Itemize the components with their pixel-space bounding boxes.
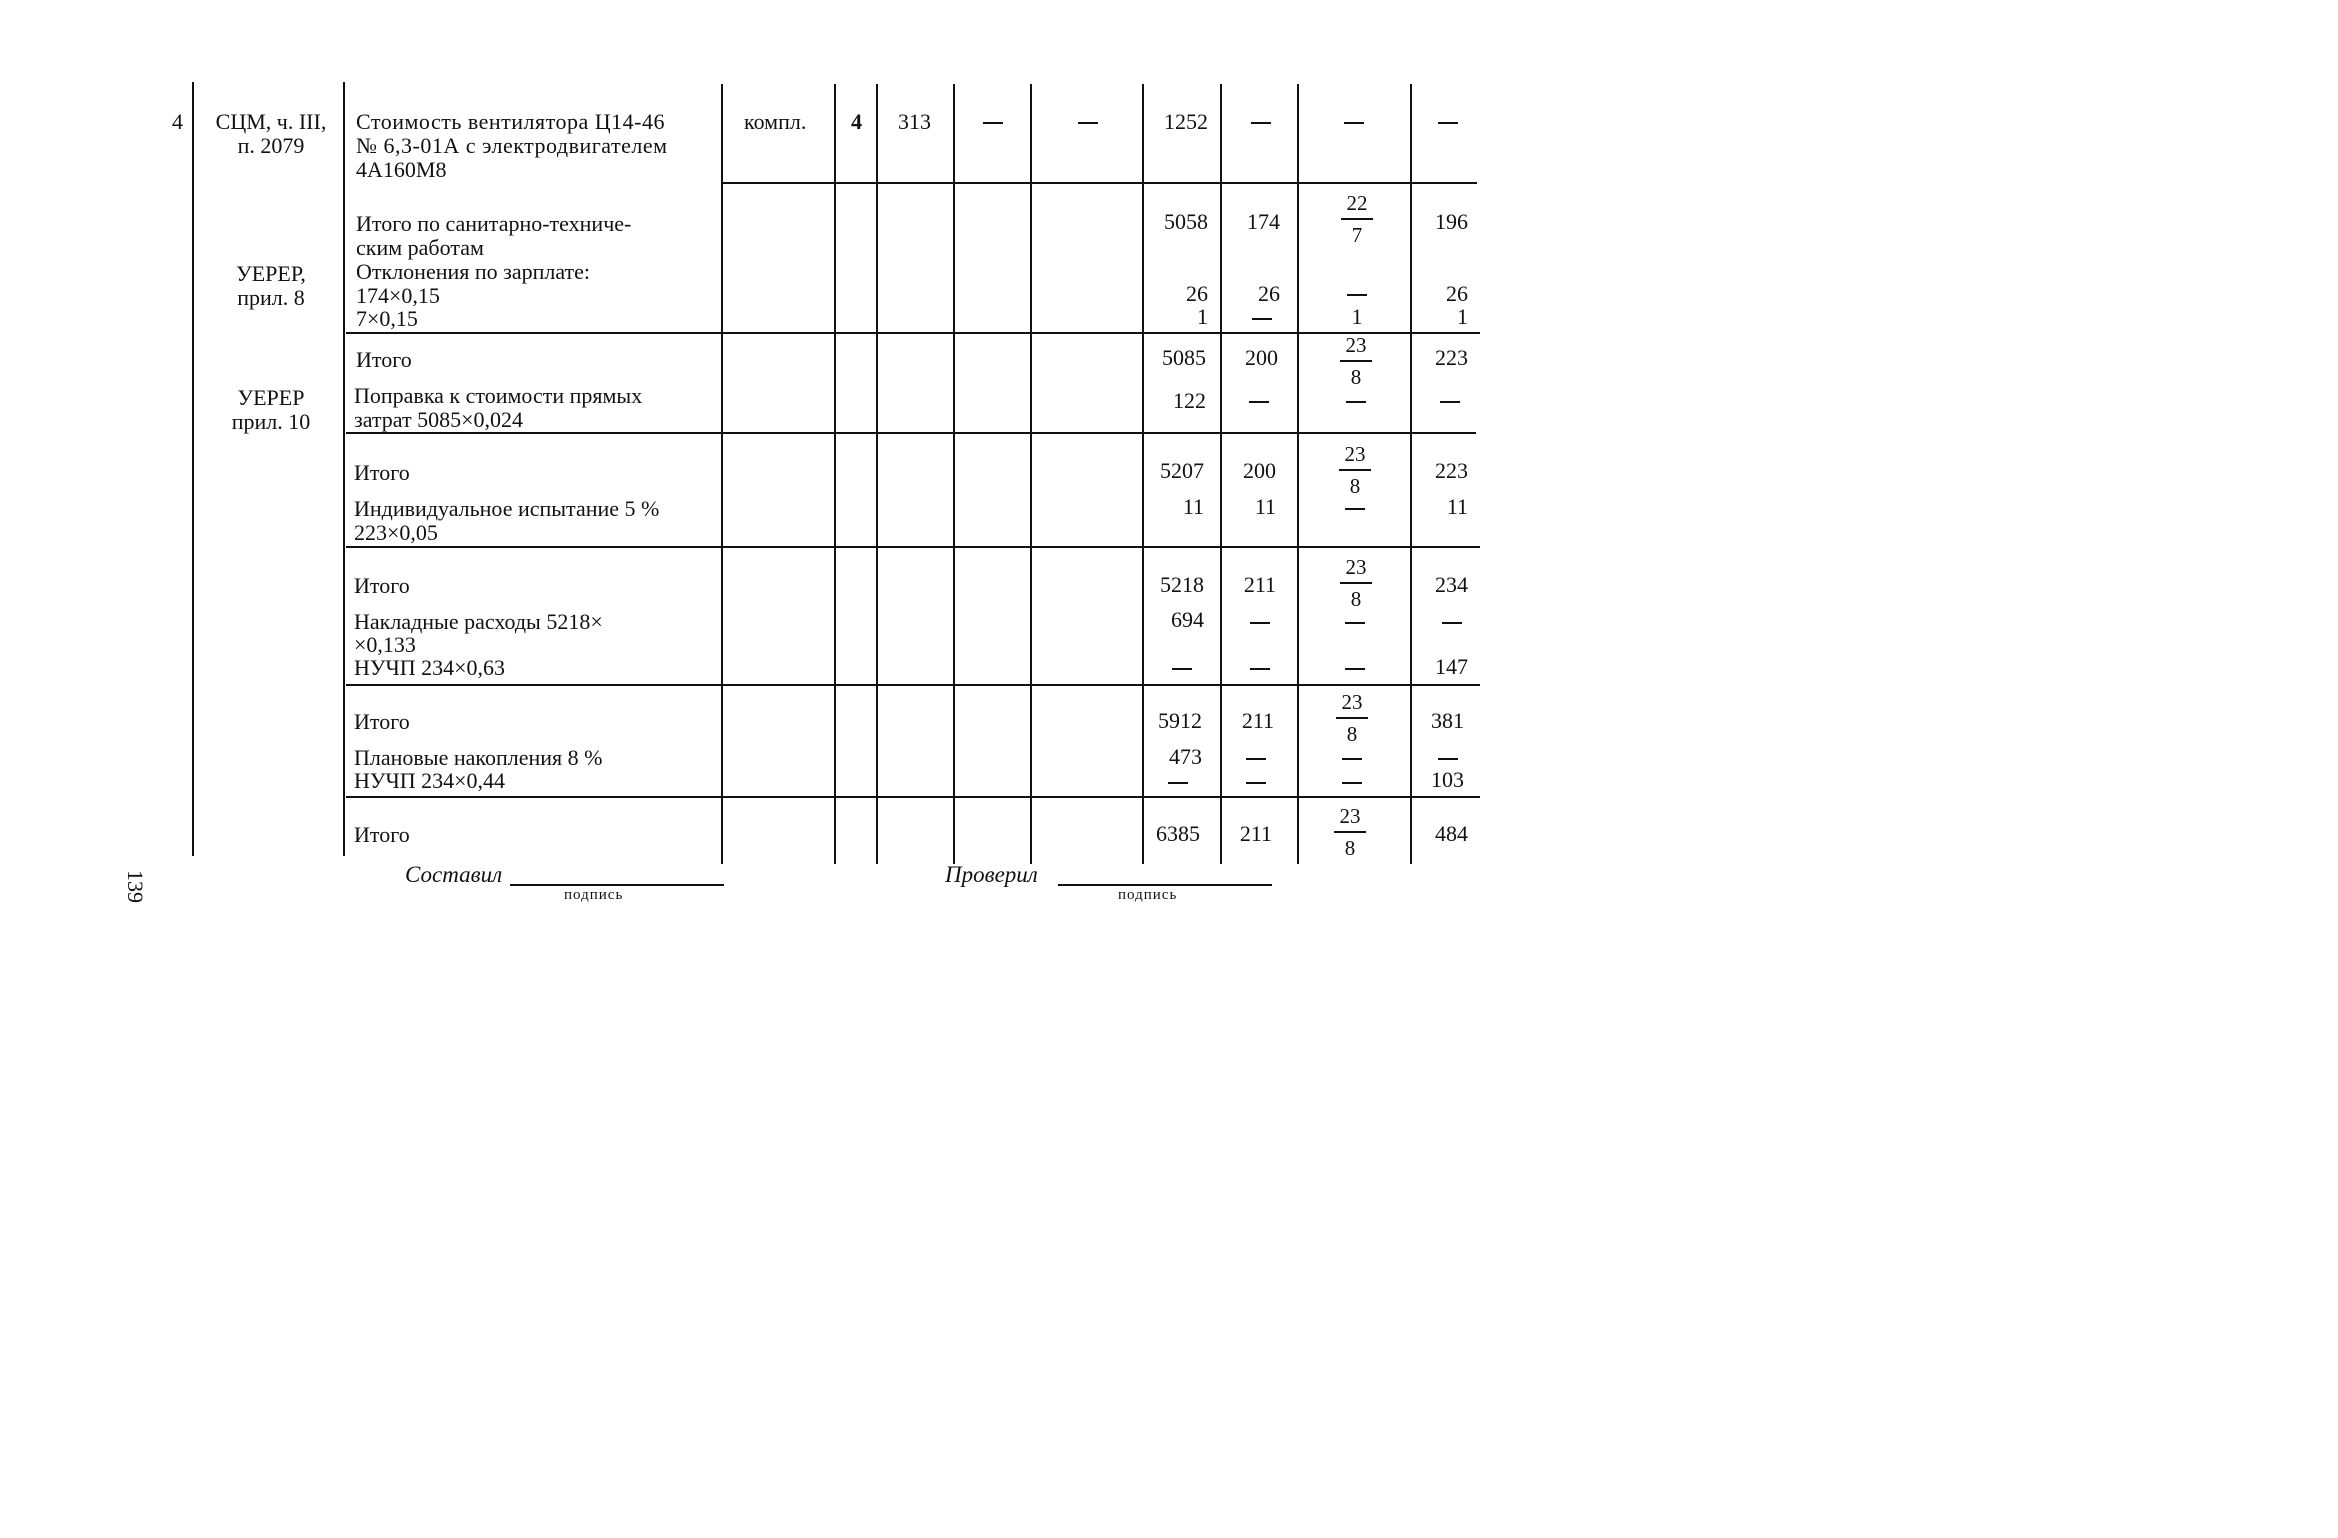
dash <box>1346 401 1366 403</box>
checked-by-label: Проверил <box>945 862 1038 887</box>
row-rule <box>346 546 1480 548</box>
total-cost: 1252 <box>1164 109 1208 134</box>
description-line: Итого по санитарно-техниче- <box>356 211 632 236</box>
dash <box>1345 622 1365 624</box>
column-rule <box>876 84 878 864</box>
total-cost: 5085 <box>1162 345 1206 370</box>
machine-wages: 26 <box>1446 281 1468 306</box>
dash <box>1250 622 1270 624</box>
description-line: ×0,133 <box>354 632 416 657</box>
machine-wages: 381 <box>1431 708 1464 733</box>
dash <box>1172 668 1192 670</box>
reference-uerer-8: прил. 8 <box>237 285 305 310</box>
unit: компл. <box>744 109 807 134</box>
wages: 211 <box>1241 708 1274 733</box>
machine-wages: 1 <box>1457 304 1468 329</box>
composed-by-label: Составил <box>405 862 503 887</box>
machine-cost: 1 <box>1351 304 1363 329</box>
row-rule <box>721 182 1477 184</box>
row-rule <box>346 796 1480 798</box>
description-line: Стоимость вентилятора Ц14-46 <box>356 109 665 134</box>
description-line: Поправка к стоимости прямых <box>354 383 643 408</box>
reference-line: п. 2079 <box>237 133 305 158</box>
machine-wages: 234 <box>1435 572 1468 597</box>
dash <box>983 122 1003 124</box>
machine-wages: 484 <box>1435 821 1468 846</box>
column-rule <box>953 84 955 864</box>
signature-line <box>510 884 724 886</box>
wages: 200 <box>1243 458 1276 483</box>
wages: 26 <box>1258 281 1280 306</box>
dash <box>1342 758 1362 760</box>
machine-wages: 147 <box>1435 654 1468 679</box>
signature-line <box>1058 884 1272 886</box>
column-rule <box>834 84 836 864</box>
machine-fraction: 23 8 <box>1335 443 1375 497</box>
row-rule <box>346 332 1480 334</box>
total-cost: 11 <box>1182 494 1204 519</box>
description-line: 174×0,15 <box>356 283 440 308</box>
reference-line: СЦМ, ч. III, <box>215 109 327 134</box>
dash <box>1442 622 1462 624</box>
total-cost: 5218 <box>1160 572 1204 597</box>
machine-fraction: 23 8 <box>1336 556 1376 610</box>
total-cost: 5207 <box>1160 458 1204 483</box>
description-line: Накладные расходы 5218× <box>354 609 603 634</box>
subtotal-label: Итого <box>356 347 412 372</box>
item-number: 4 <box>172 109 183 134</box>
dash <box>1249 401 1269 403</box>
dash <box>1246 758 1266 760</box>
machine-fraction: 22 7 <box>1337 192 1377 246</box>
row-rule <box>346 432 1476 434</box>
column-rule <box>343 82 345 856</box>
machine-fraction: 23 8 <box>1336 334 1376 388</box>
description-line: НУЧП 234×0,63 <box>354 655 506 680</box>
dash <box>1250 668 1270 670</box>
description-line: 7×0,15 <box>356 306 418 331</box>
final-total-label: Итого <box>354 822 410 847</box>
total-cost: 6385 <box>1156 821 1200 846</box>
column-rule <box>192 82 194 856</box>
machine-wages: 196 <box>1435 209 1468 234</box>
dash <box>1246 782 1266 784</box>
quantity: 4 <box>851 109 862 134</box>
dash <box>1438 758 1458 760</box>
column-rule <box>1030 84 1032 864</box>
dash <box>1251 122 1271 124</box>
column-rule <box>1297 84 1299 864</box>
wages: 11 <box>1254 494 1276 519</box>
wages: 211 <box>1243 572 1276 597</box>
dash <box>1344 122 1364 124</box>
dash <box>1252 318 1272 320</box>
dash <box>1168 782 1188 784</box>
wages: 200 <box>1245 345 1278 370</box>
reference-uerer-10: УЕРЕР <box>237 385 305 410</box>
wages: 211 <box>1239 821 1272 846</box>
subtotal-label: Итого <box>354 460 410 485</box>
total-cost: 473 <box>1169 744 1202 769</box>
description-line: ским работам <box>356 235 484 260</box>
signature-caption: подпись <box>1118 887 1178 903</box>
description-line: Плановые накопления 8 % <box>354 745 603 770</box>
wages: 174 <box>1247 209 1280 234</box>
subtotal-label: Итого <box>354 573 410 598</box>
total-cost: 1 <box>1197 304 1208 329</box>
total-cost: 5912 <box>1158 708 1202 733</box>
column-rule <box>1410 84 1412 864</box>
dash <box>1438 122 1458 124</box>
description-line: НУЧП 234×0,44 <box>354 768 506 793</box>
total-cost: 122 <box>1173 388 1206 413</box>
description-line: 223×0,05 <box>354 520 438 545</box>
description-line: Индивидуальное испытание 5 % <box>354 496 660 521</box>
dash <box>1345 508 1365 510</box>
dash <box>1342 782 1362 784</box>
description-line: затрат 5085×0,024 <box>354 407 523 432</box>
machine-wages: 223 <box>1435 345 1468 370</box>
machine-wages: 11 <box>1446 494 1468 519</box>
subtotal-label: Итого <box>354 709 410 734</box>
row-rule <box>346 684 1480 686</box>
machine-fraction: 23 8 <box>1330 805 1370 859</box>
dash <box>1345 668 1365 670</box>
column-rule <box>721 84 723 864</box>
total-cost: 694 <box>1171 607 1204 632</box>
description-line: 4А160М8 <box>356 157 447 182</box>
total-cost: 5058 <box>1164 209 1208 234</box>
machine-fraction: 23 8 <box>1332 691 1372 745</box>
dash <box>1078 122 1098 124</box>
dash <box>1347 294 1367 296</box>
reference-uerer-10: прил. 10 <box>231 409 311 434</box>
column-rule <box>1220 84 1222 864</box>
signature-caption: подпись <box>564 887 624 903</box>
description-line: Отклонения по зарплате: <box>356 259 591 284</box>
unit-price: 313 <box>898 109 931 134</box>
machine-wages: 103 <box>1431 767 1464 792</box>
reference-uerer-8: УЕРЕР, <box>236 261 306 286</box>
description-line: № 6,3-01А с электродвигателем <box>356 133 668 158</box>
dash <box>1440 401 1460 403</box>
page-number: 139 <box>123 870 148 903</box>
total-cost: 26 <box>1186 281 1208 306</box>
machine-wages: 223 <box>1435 458 1468 483</box>
